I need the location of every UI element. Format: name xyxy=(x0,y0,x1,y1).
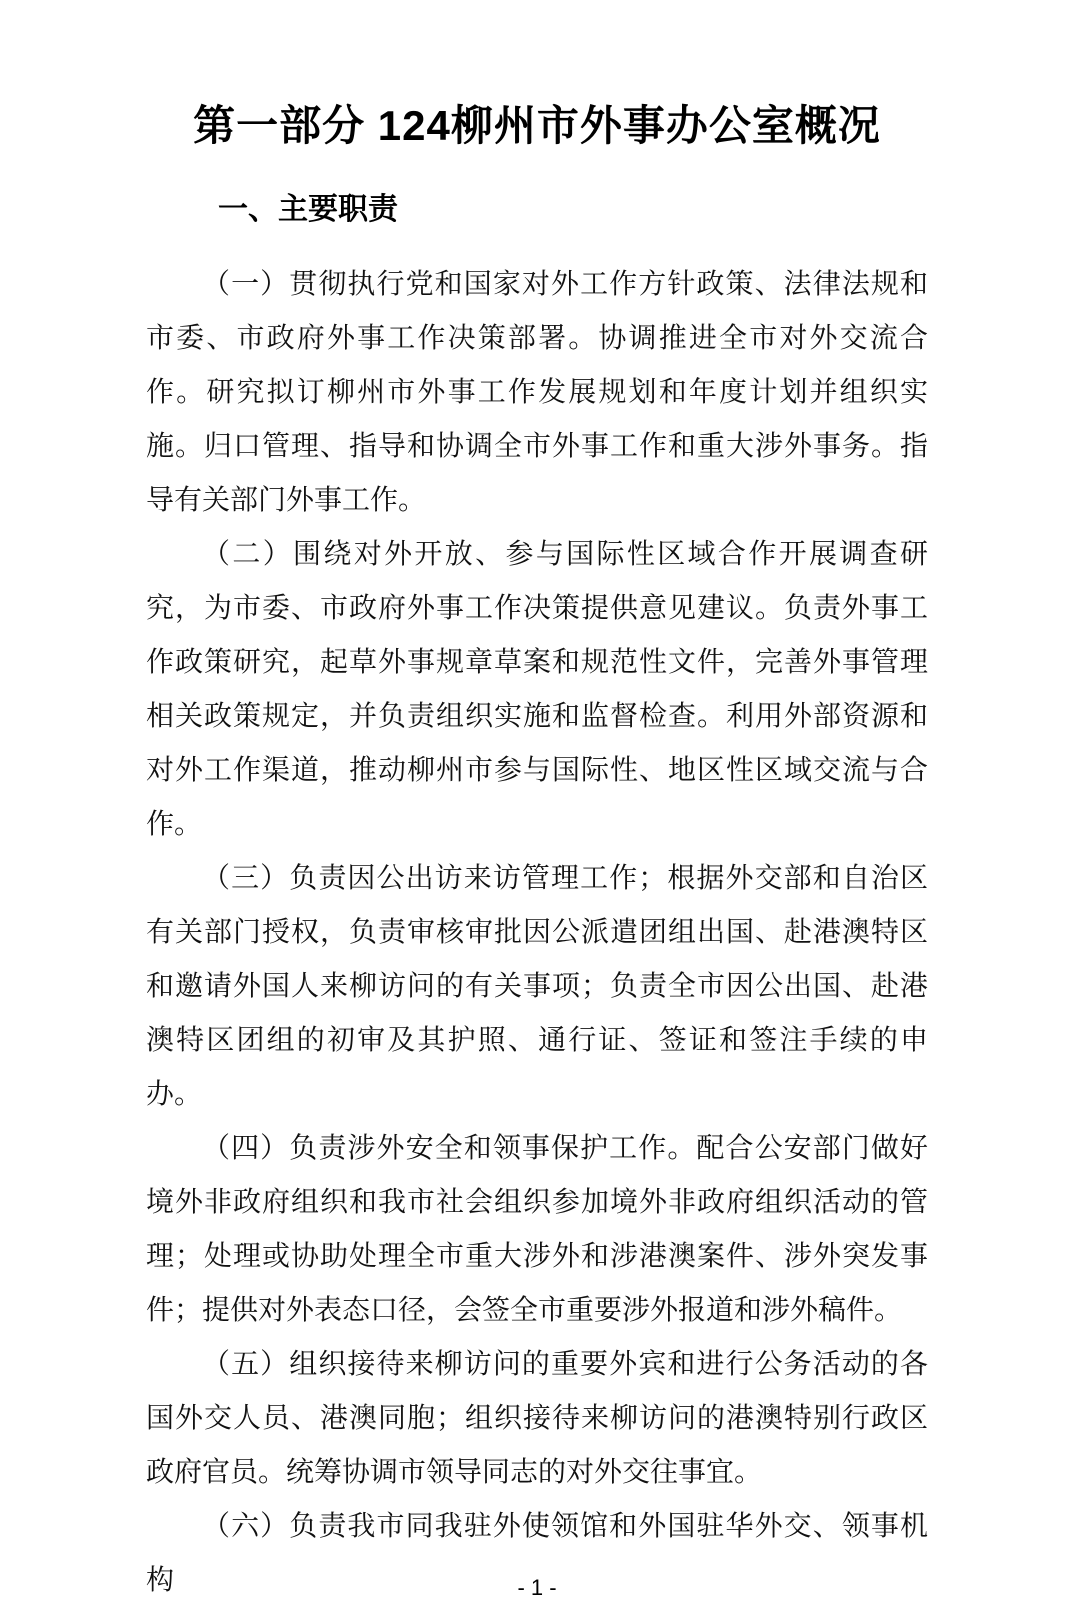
paragraph-2: （二）围绕对外开放、参与国际性区域合作开展调查研究，为市委、市政府外事工作决策提供意见建议。负责外事工作政策研究，起草外事规章草案和规范性文件，完善外事管理相关政策规定，并负责组织实施和监督检查。利用外部资源和对外工作渠道，推动柳州市参与国际性、地区性区域交流与合作。 xyxy=(146,539,928,840)
paragraph-5: （五）组织接待来柳访问的重要外宾和进行公务活动的各国外交人员、港澳同胞；组织接待来柳访问的港澳特别行政区政府官员。统筹协调市领导同志的对外交往事宜。 xyxy=(146,1349,928,1488)
document-body xyxy=(146,190,928,1608)
document-page xyxy=(0,96,1074,1616)
paragraph-6: （六）负责我市同我驻外使领馆和外国驻华外交、领事机构 xyxy=(146,1511,928,1596)
section-heading: 一、主要职责 xyxy=(218,193,398,226)
page-number: - 1 - xyxy=(517,1575,557,1600)
paragraph-block xyxy=(146,258,928,1608)
document-title: 第一部分 124柳州市外事办公室概况 xyxy=(193,102,881,149)
paragraph-4: （四）负责涉外安全和领事保护工作。配合公安部门做好境外非政府组织和我市社会组织参加境外非政府组织活动的管理；处理或协助处理全市重大涉外和涉港澳案件、涉外突发事件；提供对外表态口径，会签全市重要涉外报道和涉外稿件。 xyxy=(146,1133,928,1326)
paragraph-1: （一）贯彻执行党和国家对外工作方针政策、法律法规和市委、市政府外事工作决策部署。协调推进全市对外交流合作。研究拟订柳州市外事工作发展规划和年度计划并组织实施。归口管理、指导和协调全市外事工作和重大涉外事务。指导有关部门外事工作。 xyxy=(146,269,928,516)
paragraph-3: （三）负责因公出访来访管理工作；根据外交部和自治区有关部门授权，负责审核审批因公派遣团组出国、赴港澳特区和邀请外国人来柳访问的有关事项；负责全市因公出国、赴港澳特区团组的初审及其护照、通行证、签证和签注手续的申办。 xyxy=(146,863,928,1110)
